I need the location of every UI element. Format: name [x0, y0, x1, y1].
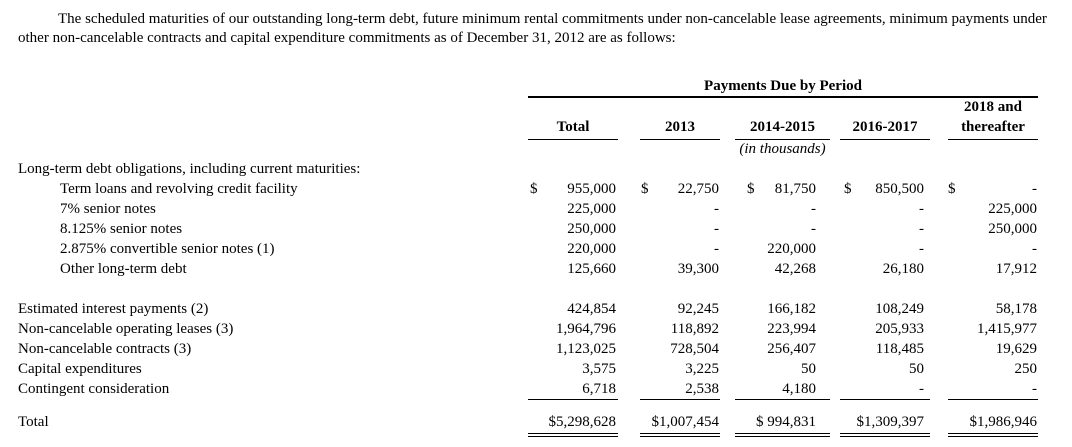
- cell-2013: 728,504: [670, 341, 719, 357]
- currency-sign: $: [948, 181, 956, 197]
- cell-2014: 166,182: [767, 301, 816, 317]
- total-double-rule: [840, 433, 930, 437]
- cell-2018: 1,415,977: [977, 321, 1037, 337]
- total-double-rule: [735, 433, 830, 437]
- cell-2013: -: [714, 201, 719, 217]
- cell-2014: 50: [801, 361, 816, 377]
- cell-total: 1,123,025: [556, 341, 616, 357]
- cell-total: 225,000: [567, 201, 616, 217]
- currency-sign: $: [530, 181, 538, 197]
- cell-2014: -: [811, 221, 816, 237]
- cell-2016: $1,309,397: [856, 414, 924, 430]
- intro-paragraph: The scheduled maturities of our outstanding long-term debt, future minimum rental commitments under non-cancelable lease agreements, minimum payments under other non-cancelable contracts and capital expenditure commitments as of December 31, 2012 are as follows:: [18, 11, 1047, 46]
- cell-2016: -: [919, 241, 924, 257]
- row-label: Non-cancelable contracts (3): [18, 341, 192, 357]
- cell-2018: 250,000: [988, 221, 1037, 237]
- cell-total: 424,854: [567, 301, 616, 317]
- currency-sign: $: [844, 181, 852, 197]
- cell-2016: -: [919, 221, 924, 237]
- cell-2014: 223,994: [767, 321, 816, 337]
- col-2016-header: 2016-2017: [852, 119, 918, 135]
- cell-2013: 3,225: [685, 361, 719, 377]
- cell-total: 220,000: [567, 241, 616, 257]
- cell-2016: 50: [909, 361, 924, 377]
- cell-2016: 850,500: [875, 181, 924, 197]
- cell-2013: 92,245: [677, 301, 719, 317]
- row-label: Estimated interest payments (2): [18, 301, 209, 317]
- cell-2018: 19,629: [995, 341, 1037, 357]
- cell-2013: 2,538: [685, 381, 719, 397]
- cell-total: 3,575: [582, 361, 616, 377]
- row-label: Capital expenditures: [18, 361, 142, 377]
- cell-2014: 220,000: [767, 241, 816, 257]
- total-double-rule: [948, 433, 1038, 437]
- subtotal-rule: [735, 399, 830, 400]
- cell-total: $5,298,628: [548, 414, 616, 430]
- cell-2016: -: [919, 381, 924, 397]
- cell-2018: 250: [1014, 361, 1037, 377]
- section-label: Long-term debt obligations, including current maturities:: [18, 161, 361, 177]
- currency-sign: $: [641, 181, 649, 197]
- col-2013-header: 2013: [665, 119, 695, 135]
- cell-2013: 39,300: [677, 261, 719, 277]
- cell-2014: 4,180: [782, 381, 816, 397]
- cell-2014: $ 994,831: [756, 414, 816, 430]
- cell-2016: 26,180: [882, 261, 924, 277]
- total-row-label: Total: [18, 414, 49, 430]
- cell-2018: -: [1032, 381, 1037, 397]
- cell-2016: 205,933: [875, 321, 924, 337]
- cell-2013: 118,892: [670, 321, 719, 337]
- col-total-header: Total: [556, 119, 590, 135]
- cell-total: 6,718: [582, 381, 616, 397]
- cell-total: 1,964,796: [556, 321, 616, 337]
- row-label: 2.875% convertible senior notes (1): [60, 241, 275, 257]
- col-2018-rule: [948, 139, 1038, 140]
- cell-2013: 22,750: [677, 181, 719, 197]
- subtotal-rule: [528, 399, 618, 400]
- cell-2018: 17,912: [995, 261, 1037, 277]
- row-label: Term loans and revolving credit facility: [60, 181, 298, 197]
- total-double-rule: [528, 433, 618, 437]
- row-label: Contingent consideration: [18, 381, 170, 397]
- currency-sign: $: [747, 181, 755, 197]
- cell-total: 250,000: [567, 221, 616, 237]
- cell-total: 125,660: [567, 261, 616, 277]
- cell-2014: 256,407: [767, 341, 816, 357]
- col-2018-header-line1: 2018 and: [964, 99, 1022, 115]
- cell-2014: 81,750: [774, 181, 816, 197]
- cell-2016: -: [919, 201, 924, 217]
- cell-2018: $1,986,946: [969, 414, 1037, 430]
- cell-2013: $1,007,454: [651, 414, 719, 430]
- row-label: 8.125% senior notes: [60, 221, 183, 237]
- cell-2018: 58,178: [995, 301, 1037, 317]
- cell-2016: 108,249: [875, 301, 924, 317]
- row-label: Non-cancelable operating leases (3): [18, 321, 234, 337]
- cell-2018: -: [1032, 241, 1037, 257]
- col-2018-header-line2: thereafter: [961, 119, 1025, 135]
- subtotal-rule: [640, 399, 720, 400]
- row-label: Other long-term debt: [60, 261, 187, 277]
- cell-2013: -: [714, 241, 719, 257]
- col-2014-header: 2014-2015: [750, 119, 815, 135]
- cell-2018: -: [1032, 181, 1037, 197]
- payments-due-header: Payments Due by Period: [704, 78, 862, 94]
- cell-2016: 118,485: [875, 341, 924, 357]
- col-total-rule: [528, 139, 618, 140]
- cell-2018: 225,000: [988, 201, 1037, 217]
- cell-total: 955,000: [567, 181, 616, 197]
- subtotal-rule: [840, 399, 930, 400]
- subtotal-rule: [948, 399, 1038, 400]
- units-note: (in thousands): [739, 141, 826, 157]
- total-double-rule: [640, 433, 720, 437]
- row-label: 7% senior notes: [60, 201, 156, 217]
- cell-2013: -: [714, 221, 719, 237]
- cell-2014: 42,268: [774, 261, 816, 277]
- cell-2014: -: [811, 201, 816, 217]
